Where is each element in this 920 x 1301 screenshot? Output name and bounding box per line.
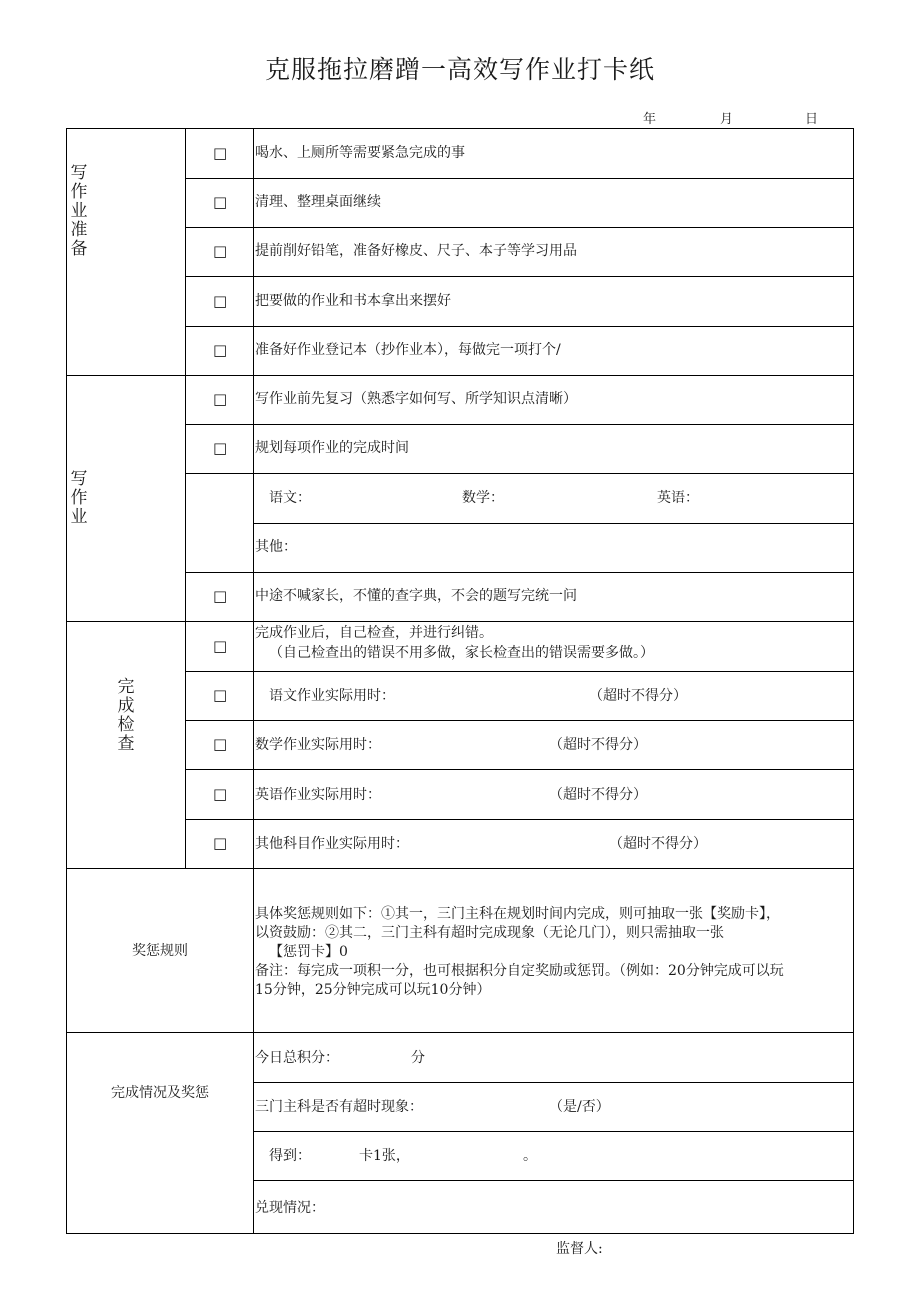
date-day: 日 bbox=[805, 112, 819, 127]
prep-item: 提前削好铅笔，准备好橡皮、尺子、本子等学习用品 bbox=[255, 243, 577, 259]
checkbox[interactable]: □ bbox=[213, 292, 228, 310]
section-label-prep: 写作业准备 bbox=[70, 163, 88, 259]
section-line bbox=[67, 375, 854, 376]
checkbox[interactable]: □ bbox=[213, 242, 228, 260]
rules-line: 15分钟，25分钟完成可以玩10分钟） bbox=[255, 982, 491, 998]
self-check-line2: （自己检查出的错误不用多做，家长检查出的错误需要多做。） bbox=[269, 645, 654, 661]
prep-item: 清理、整理桌面继续 bbox=[255, 194, 381, 210]
got-end: 。 bbox=[523, 1148, 537, 1164]
section-label-check: 完成检查 bbox=[117, 677, 135, 754]
section-label-result: 完成情况及奖惩 bbox=[111, 1085, 209, 1101]
checkbox[interactable]: □ bbox=[213, 193, 228, 211]
got-label: 得到： bbox=[269, 1148, 311, 1164]
homework-focus: 中途不喊家长，不懂的查字典，不会的题写完统一问 bbox=[255, 588, 577, 604]
checklist-table bbox=[66, 128, 854, 1234]
overtime-options: （是/否） bbox=[549, 1099, 610, 1115]
subject-english-label: 英语： bbox=[657, 490, 699, 506]
row-line bbox=[185, 276, 854, 277]
rules-text bbox=[255, 905, 784, 1000]
row-line bbox=[185, 473, 854, 474]
row-line bbox=[185, 326, 854, 327]
checkbox[interactable]: □ bbox=[213, 735, 228, 753]
row-line bbox=[253, 1082, 854, 1083]
homework-review: 写作业前先复习（熟悉字如何写、所学知识点清晰） bbox=[255, 391, 577, 407]
row-line bbox=[185, 769, 854, 770]
prep-item: 喝水、上厕所等需要紧急完成的事 bbox=[255, 145, 465, 161]
chinese-time-label: 语文作业实际用时： bbox=[269, 688, 395, 704]
date-year: 年 bbox=[643, 112, 657, 127]
overtime-question: 三门主科是否有超时现象： bbox=[255, 1099, 423, 1115]
checkbox[interactable]: □ bbox=[213, 834, 228, 852]
section-line bbox=[67, 621, 854, 622]
subject-chinese-label: 语文： bbox=[269, 490, 311, 506]
checkbox[interactable]: □ bbox=[213, 637, 228, 655]
math-time-label: 数学作业实际用时： bbox=[255, 737, 381, 753]
checkbox[interactable]: □ bbox=[213, 686, 228, 704]
overtime-note: （超时不得分） bbox=[609, 836, 707, 852]
prep-item: 把要做的作业和书本拿出来摆好 bbox=[255, 293, 451, 309]
col-divider-content bbox=[253, 129, 254, 1234]
other-time-label: 其他科目作业实际用时： bbox=[255, 836, 409, 852]
prep-item: 准备好作业登记本（抄作业本），每做完一项打个/ bbox=[255, 342, 561, 358]
total-score-label: 今日总积分： bbox=[255, 1050, 339, 1066]
subject-other-label: 其他： bbox=[255, 539, 297, 555]
checkbox[interactable]: □ bbox=[213, 341, 228, 359]
row-line bbox=[185, 227, 854, 228]
overtime-note: （超时不得分） bbox=[549, 737, 647, 753]
page-title: 克服拖拉磨蹭一高效写作业打卡纸 bbox=[264, 55, 655, 84]
self-check-line1: 完成作业后，自己检查，并进行纠错。 bbox=[255, 625, 493, 641]
rules-line: 具体奖惩规则如下：①其一，三门主科在规划时间内完成，则可抽取一张【奖励卡】， bbox=[255, 906, 780, 922]
homework-plan: 规划每项作业的完成时间 bbox=[255, 440, 409, 456]
rules-line: 【惩罚卡】0 bbox=[269, 944, 348, 960]
got-card: 卡1张， bbox=[359, 1148, 410, 1164]
section-label-rules: 奖惩规则 bbox=[132, 943, 188, 959]
total-score-unit: 分 bbox=[411, 1050, 425, 1066]
rules-line: 以资鼓励：②其二，三门主科有超时完成现象（无论几门），则只需抽取一张 bbox=[255, 925, 724, 941]
row-line bbox=[185, 572, 854, 573]
section-line bbox=[67, 868, 854, 869]
checkbox[interactable]: □ bbox=[213, 587, 228, 605]
row-line bbox=[185, 671, 854, 672]
row-line bbox=[185, 819, 854, 820]
section-label-homework: 写作业 bbox=[70, 469, 88, 527]
supervisor-label: 监督人: bbox=[556, 1241, 603, 1257]
row-line bbox=[185, 424, 854, 425]
col-divider-label bbox=[185, 129, 186, 868]
row-line bbox=[253, 523, 854, 524]
english-time-label: 英语作业实际用时： bbox=[255, 787, 381, 803]
redeem-label: 兑现情况： bbox=[255, 1200, 325, 1216]
checkbox[interactable]: □ bbox=[213, 390, 228, 408]
row-line bbox=[253, 1180, 854, 1181]
overtime-note: （超时不得分） bbox=[549, 787, 647, 803]
overtime-note: （超时不得分） bbox=[589, 688, 687, 704]
rules-line: 备注：每完成一项积一分，也可根据积分自定奖励或惩罚。（例如：20分钟完成可以玩 bbox=[255, 963, 784, 979]
checkbox[interactable]: □ bbox=[213, 439, 228, 457]
checkbox[interactable]: □ bbox=[213, 785, 228, 803]
subject-math-label: 数学： bbox=[462, 490, 504, 506]
row-line bbox=[185, 720, 854, 721]
section-line bbox=[67, 1032, 854, 1033]
row-line bbox=[253, 1131, 854, 1132]
row-line bbox=[185, 178, 854, 179]
checkbox[interactable]: □ bbox=[213, 144, 228, 162]
date-month: 月 bbox=[720, 112, 734, 127]
